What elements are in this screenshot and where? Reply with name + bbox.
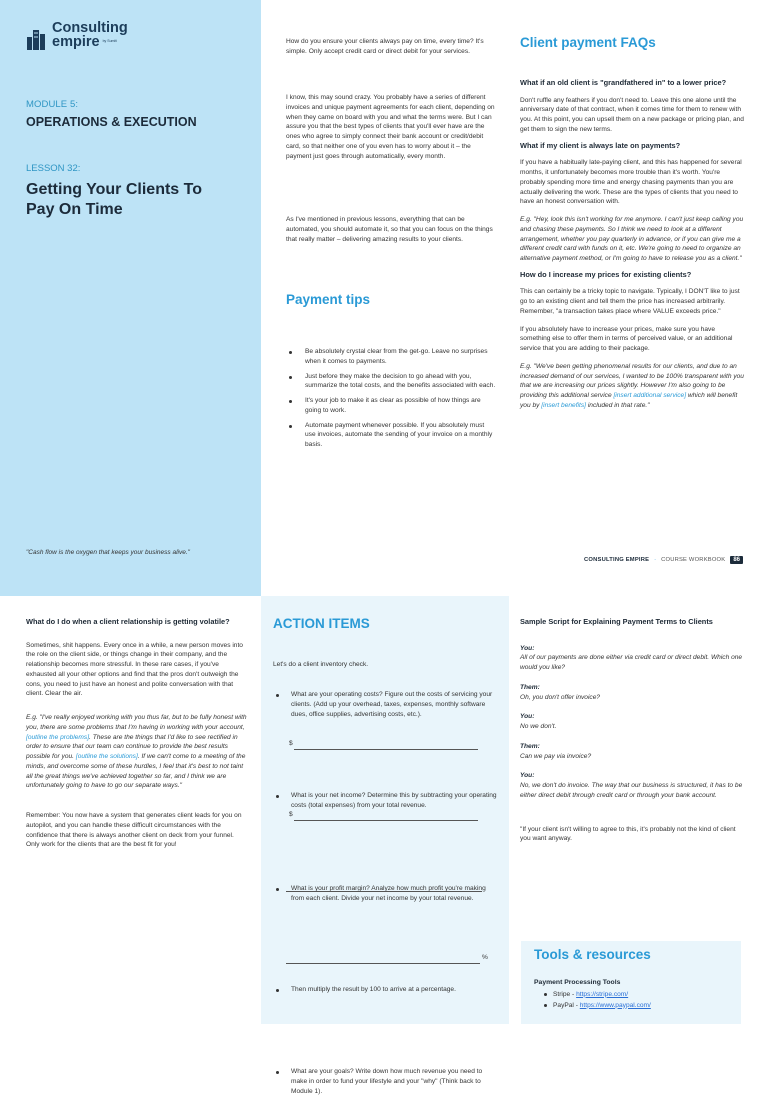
lesson-sidebar [0,0,261,596]
lesson-quote: "Cash flow is the oxygen that keeps your business alive." [26,549,190,556]
intro-paragraph-1: How do you ensure your clients always pay on time, every time? It's simple. Only accept credit card or direct debit for your services. [286,38,484,55]
faq-question: What if my client is always late on payments? [520,140,681,150]
faq-heading: Client payment FAQs [520,35,656,50]
footer-label: COURSE WORKBOOK [661,557,726,563]
tools-list-block [534,979,734,1011]
paypal-link[interactable]: https://www.paypal.com/ [579,1001,651,1009]
action-item: What are your operating costs? Figure out the costs of servicing your clients. (Add up your overhead, taxes, expenses, monthly software dues, office supplies, advertising costs, etc.). [273,690,498,719]
sample-script [520,617,745,844]
skyline-icon [26,28,48,50]
payment-tips [286,347,496,455]
script-text: Oh, you don't offer invoice? [520,693,601,701]
remember-paragraph: Remember: You now have a system that generates client leads for you on autopilot, and you can handle these difficult circumstances with the confidence that there is always another client on deck from your funnel. Only work for the clients that are the best fit for you! [26,812,242,849]
script-text: No, we don't do invoice. The way that our business is structured, it has to be either direct debit through credit card or through your bank account. [520,782,743,799]
stripe-link[interactable]: https://stripe.com/ [576,990,629,998]
script-text: Can we pay via invoice? [520,752,592,760]
script-text: All of our payments are done either via credit card or direct debit. Which one would you like? [520,654,743,672]
brand-sub: by Sumiti [102,39,117,44]
faq-question: What if an old client is "grandfathered in" to a lower price? [520,78,727,87]
script-line [520,683,745,703]
faq-example: E.g. "Hey, look this isn't working for me anymore. I can't just keep calling you and chasing these payments. So I think we need to look at a different arrangement, whether you pay quarterly in advance, or if you can give me a different credit card with funds on it, etc. We're going to need to organize an alternative payment method, or I'm going to have to release you as a client." [520,216,744,262]
faq-example: E.g. "We've been getting phenomenal results for our clients, and due to an increased demand of our services, I wanted to be 100% transparent with you that we are increasing our prices slightly. However I'm also going to be providing this additional service [insert additional service] which will benefit you by [insert benefits] included in that rate." [520,362,744,409]
brand-line1: Consulting [52,20,128,36]
script-text: No we don't. [520,723,557,731]
tools-heading: Tools & resources [534,947,651,962]
volatile-client-block [26,617,248,850]
faq-answer: Don't ruffle any feathers if you don't need to. Leave this one alone until the anniversary date of that contract, when it comes time for them to renew with you. At this point, you can upsell them on a new package or pricing plan, and get them to sign the new terms. [520,96,744,133]
placeholder-link: [outline the solutions] [75,753,138,761]
lesson-label: LESSON 32: [26,163,81,174]
action-items-heading: ACTION ITEMS [273,616,370,631]
page-footer [584,556,743,564]
script-line [520,712,745,732]
placeholder-link: [insert benefits] [541,401,586,409]
percent-suffix: % [482,954,488,961]
action-item: What is your net income? Determine this by subtracting your operating costs (total expenses) from your total revenue. [273,791,498,811]
script-speaker: You: [520,644,535,652]
faq-block [520,78,744,411]
percentage-answer-line[interactable] [286,963,480,964]
script-speaker: Them: [520,683,540,691]
action-item: What is your profit margin? Analyze how much profit you're making from each client. Divide your net income by your total revenue. [273,884,498,904]
module-title: OPERATIONS & EXECUTION [26,115,197,129]
brand-logo [26,22,128,50]
faq-example: E.g. "I've really enjoyed working with you thus far, but to be fully honest with you, there are some problems that I'm having in working with your account, [outline the problems]. These are the things that I'd like to see rectified in order to ensure that our team can continue to provide the best results possible for you. [outline the solutions]. If we can't come to a meeting of the minds, and overcome some of these hurdles, I feel that it's best to not taint all the great things we've achieved together so far, and I think we are unfortunately going to have to go our separate ways." [26,714,247,790]
action-item: What are your goals? Write down how much revenue you need to make in order to fund your lifestyle and your "why" (Think back to Module 1). [273,1067,498,1096]
script-speaker: You: [520,772,535,780]
dollar-prefix: $ [289,740,293,747]
footer-separator: · [654,557,657,563]
dollar-prefix: $ [289,811,293,818]
faq-answer: Sometimes, shit happens. Every once in a while, a new person moves into the role on the client side, or things change in their company, and the relationship becomes more stressful. In these rare cases, if you've exhausted all your other options and find that the pros don't outweigh the cons, you need to just have an honest and polite conversation with that client. Clear the air. [26,641,243,698]
script-heading: Sample Script for Explaining Payment Terms to Clients [520,617,713,626]
faq-question: How do I increase my prices for existing clients? [520,269,692,279]
placeholder-link: [insert additional service] [613,392,687,400]
footer-brand: CONSULTING EMPIRE [584,557,650,563]
faq-answer: If you have a habitually late-paying client, and this has happened for several months, it unfortunately becomes more trouble than it's worth. You're probably spending more time and energy chasing payments than you are actually delivering the work. These are the types of clients that you need to have an honest conversation with. [520,159,742,206]
payment-tips-heading: Payment tips [286,292,371,307]
faq-answer: This can certainly be a tricky topic to navigate. Typically, I DON'T like to just go to an existing client and tell them the price has increased arbitrarily. Remember, "a transaction takes place where VALUE exceeds price." [520,288,740,315]
placeholder-link: [outline the problems] [26,733,90,741]
module-label: MODULE 5: [26,99,79,110]
net-income-answer-line[interactable] [294,820,478,821]
script-closing: "If your client isn't willing to agree to this, it's probably not the kind of client you want anyway. [520,825,736,843]
tip-item: Just before they make the decision to go ahead with you, summarize the total costs, and the benefits associated with each. [286,372,496,392]
tool-item: Stripe - https://stripe.com/ [534,990,734,1000]
action-intro: Let's do a client inventory check. [273,661,369,668]
faq-question: What do I do when a client relationship is getting volatile? [26,617,230,626]
script-line [520,644,745,673]
operating-costs-answer-line[interactable] [294,749,478,750]
brand-line2: empire [52,34,100,51]
intro-paragraph-2: I know, this may sound crazy. You probably have a series of different invoices and unique payment agreements for each client, depending on when they came on board with you and what the terms were. But I can assure you that the best types of clients that you'll ever have are the ones who agree to simply connect their bank account or credit/debit card, so that neither one of you even has to worry about it – the payment just goes through automatically, every month. [286,94,495,160]
tools-resources-box [521,941,741,1024]
page-number: 86 [730,556,743,564]
action-item: Then multiply the result by 100 to arrive at a percentage. [273,985,498,995]
profit-margin-answer-line[interactable] [286,891,482,892]
script-line [520,742,745,762]
script-line [520,771,745,800]
lesson-title: Getting Your Clients To Pay On Time [26,181,202,218]
script-speaker: You: [520,713,535,721]
tip-item: Be absolutely crystal clear from the get-go. Leave no surprises when it comes to payments. [286,347,496,367]
faq-answer: If you absolutely have to increase your prices, make sure you have something else to offer them in terms of perceived value, or an additional service that you are adding to their package. [520,325,733,353]
tip-item: Automate payment whenever possible. If you absolutely must use invoices, automate the sending of your invoice on a monthly basis. [286,421,496,450]
workbook-page-87 [0,596,768,1095]
tools-subheading: Payment Processing Tools [534,979,621,986]
tool-item: PayPal - https://www.paypal.com/ [534,1001,734,1011]
intro-paragraph-3: As I've mentioned in previous lessons, everything that can be automated, you should automate it, so that you can focus on the things that really matter – delivering amazing results to your clients. [286,216,493,243]
tip-item: It's your job to make it as clear as possible of how things are going to work. [286,396,496,416]
script-speaker: Them: [520,742,540,750]
